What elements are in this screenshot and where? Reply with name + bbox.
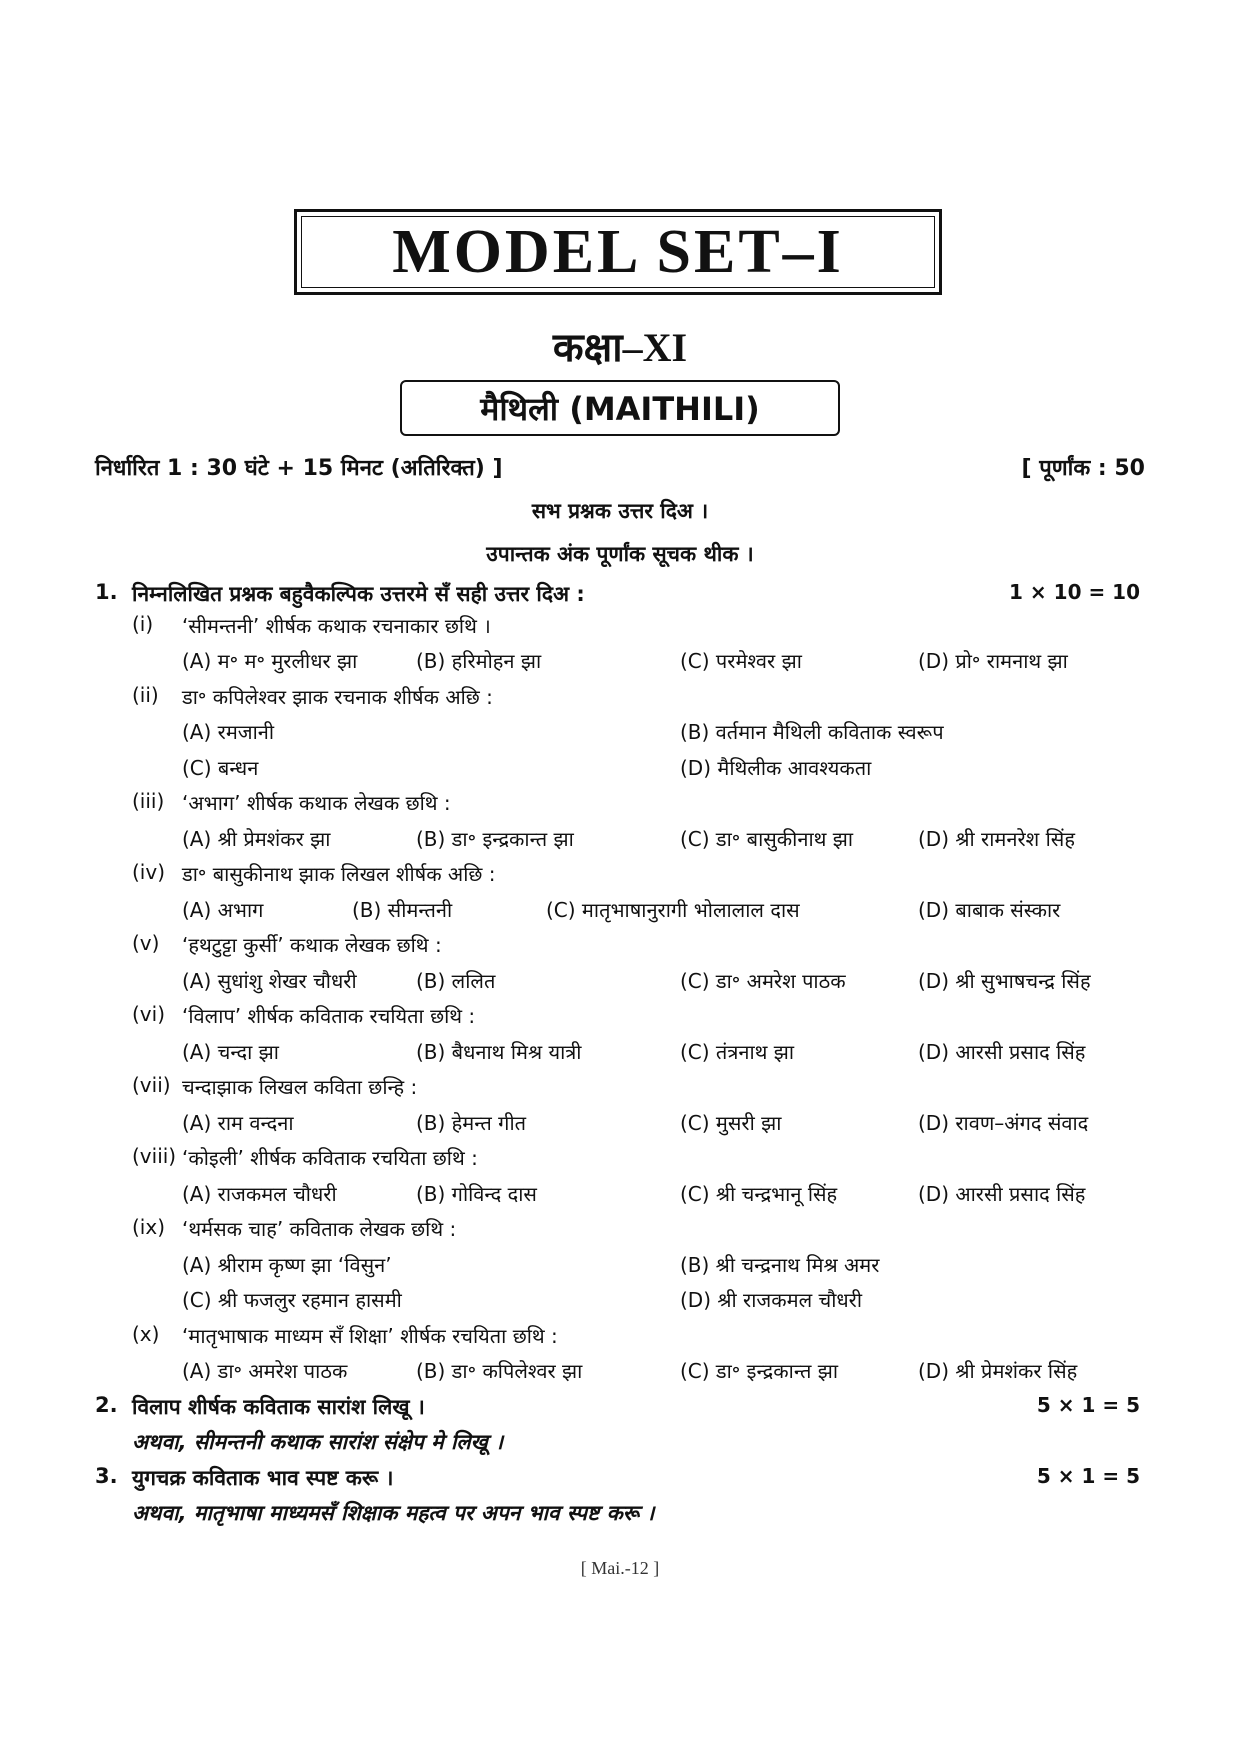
question-2-marks: 5 × 1 = 5 — [1036, 1393, 1140, 1417]
instruction-1: सभ प्रश्नक उत्तर दिअ । — [531, 499, 709, 523]
item-question: ‘कोइली’ शीर्षक कविताक रचयिता छथि : — [182, 1146, 478, 1170]
item-question: चन्दाझाक लिखल कविता छन्हि : — [182, 1075, 418, 1099]
question-3-marks: 5 × 1 = 5 — [1036, 1464, 1140, 1488]
option-c: (C) परमेश्वर झा — [680, 649, 802, 673]
option-b: (B) बैधनाथ मिश्र यात्री — [416, 1040, 582, 1064]
option-d: (D) श्री राजकमल चौधरी — [680, 1288, 863, 1312]
subject-box — [400, 380, 840, 436]
option-a: (A) डा॰ अमरेश पाठक — [182, 1359, 348, 1383]
item-number: (viii) — [132, 1144, 177, 1168]
option-c: (C) बन्धन — [182, 756, 259, 780]
question-1-number: 1. — [95, 580, 118, 604]
option-a: (A) श्रीराम कृष्ण झा ‘विसुन’ — [182, 1253, 392, 1277]
question-1-marks: 1 × 10 = 10 — [1009, 580, 1140, 604]
item-number: (iv) — [132, 860, 165, 884]
question-3-alternative: अथवा, मातृभाषा माध्यमसँ शिक्षाक महत्व पर अपन भाव स्पष्ट करू । — [132, 1501, 655, 1525]
page-title: MODEL SET–I — [392, 218, 844, 286]
option-a: (A) श्री प्रेमशंकर झा — [182, 827, 331, 851]
question-2-alternative: अथवा, सीमन्तनी कथाक सारांश संक्षेप मे लिखू । — [132, 1430, 504, 1454]
option-a: (A) राजकमल चौधरी — [182, 1182, 337, 1206]
option-d: (D) श्री सुभाषचन्द्र सिंह — [918, 969, 1091, 993]
question-3-text: युगचक्र कविताक भाव स्पष्ट करू । — [132, 1466, 394, 1490]
option-b: (B) सीमन्तनी — [352, 898, 453, 922]
option-b: (B) डा॰ इन्द्रकान्त झा — [416, 827, 574, 851]
option-a: (A) राम वन्दना — [182, 1111, 294, 1135]
item-question: डा॰ बासुकीनाथ झाक लिखल शीर्षक अछि : — [182, 862, 496, 886]
option-b: (B) हरिमोहन झा — [416, 649, 542, 673]
option-c: (C) मातृभाषानुरागी भोलालाल दास — [546, 898, 800, 922]
option-d: (D) बाबाक संस्कार — [918, 898, 1061, 922]
item-question: ‘हथटुट्टा कुर्सी’ कथाक लेखक छथि : — [182, 933, 442, 957]
option-b: (B) ललित — [416, 969, 496, 993]
time-allowed: निर्धारित 1 : 30 घंटे + 15 मिनट (अतिरिक्त) ] — [95, 456, 503, 481]
item-number: (i) — [132, 612, 154, 636]
option-c: (C) डा॰ बासुकीनाथ झा — [680, 827, 854, 851]
option-d: (D) रावण–अंगद संवाद — [918, 1111, 1089, 1135]
option-c: (C) डा॰ इन्द्रकान्त झा — [680, 1359, 839, 1383]
question-2-text: विलाप शीर्षक कविताक सारांश लिखू । — [132, 1395, 425, 1419]
item-number: (ii) — [132, 683, 159, 707]
option-d: (D) आरसी प्रसाद सिंह — [918, 1040, 1086, 1064]
option-c: (C) श्री चन्द्रभानू सिंह — [680, 1182, 838, 1206]
option-c: (C) तंत्रनाथ झा — [680, 1040, 795, 1064]
item-question: ‘थर्मसक चाह’ कविताक लेखक छथि : — [182, 1217, 457, 1241]
option-b: (B) श्री चन्द्रनाथ मिश्र अमर — [680, 1253, 880, 1277]
option-c: (C) श्री फजलुर रहमान हासमी — [182, 1288, 402, 1312]
option-a: (A) सुधांशु शेखर चौधरी — [182, 969, 357, 993]
question-2-number: 2. — [95, 1393, 118, 1417]
option-c: (C) डा॰ अमरेश पाठक — [680, 969, 846, 993]
item-question: ‘अभाग’ शीर्षक कथाक लेखक छथि : — [182, 791, 451, 815]
subject-title: मैथिली (MAITHILI) — [480, 389, 760, 428]
option-d: (D) श्री प्रेमशंकर सिंह — [918, 1359, 1078, 1383]
item-number: (v) — [132, 931, 160, 955]
option-b: (B) वर्तमान मैथिली कविताक स्वरूप — [680, 720, 944, 744]
option-d: (D) आरसी प्रसाद सिंह — [918, 1182, 1086, 1206]
item-number: (vi) — [132, 1002, 165, 1026]
item-number: (iii) — [132, 789, 165, 813]
item-question: ‘सीमन्तनी’ शीर्षक कथाक रचनाकार छथि । — [182, 614, 491, 638]
item-number: (ix) — [132, 1215, 165, 1239]
option-a: (A) चन्दा झा — [182, 1040, 279, 1064]
question-1-text: निम्नलिखित प्रश्नक बहुवैकल्पिक उत्तरमे सँ सही उत्तर दिअ : — [132, 582, 585, 606]
item-question: डा॰ कपिलेश्वर झाक रचनाक शीर्षक अछि : — [182, 685, 493, 709]
option-b: (B) हेमन्त गीत — [416, 1111, 527, 1135]
option-d: (D) मैथिलीक आवश्यकता — [680, 756, 872, 780]
instruction-2: उपान्तक अंक पूर्णांक सूचक थीक । — [486, 542, 754, 566]
item-number: (vii) — [132, 1073, 171, 1097]
class-line: कक्षा–XI — [552, 325, 688, 370]
option-b: (B) गोविन्द दास — [416, 1182, 537, 1206]
option-c: (C) मुसरी झा — [680, 1111, 782, 1135]
item-question: ‘विलाप’ शीर्षक कविताक रचयिता छथि : — [182, 1004, 476, 1028]
full-marks: [ पूर्णांक : 50 — [1021, 456, 1145, 481]
option-a: (A) अभाग — [182, 898, 264, 922]
option-b: (B) डा॰ कपिलेश्वर झा — [416, 1359, 583, 1383]
page-number: [ Mai.-12 ] — [580, 1558, 660, 1578]
item-question: ‘मातृभाषाक माध्यम सँ शिक्षा’ शीर्षक रचयिता छथि : — [182, 1324, 558, 1348]
question-3-number: 3. — [95, 1464, 118, 1488]
option-a: (A) रमजानी — [182, 720, 275, 744]
item-number: (x) — [132, 1322, 160, 1346]
option-d: (D) श्री रामनरेश सिंह — [918, 827, 1075, 851]
title-box — [294, 209, 942, 295]
option-d: (D) प्रो॰ रामनाथ झा — [918, 649, 1068, 673]
option-a: (A) म॰ म॰ मुरलीधर झा — [182, 649, 358, 673]
